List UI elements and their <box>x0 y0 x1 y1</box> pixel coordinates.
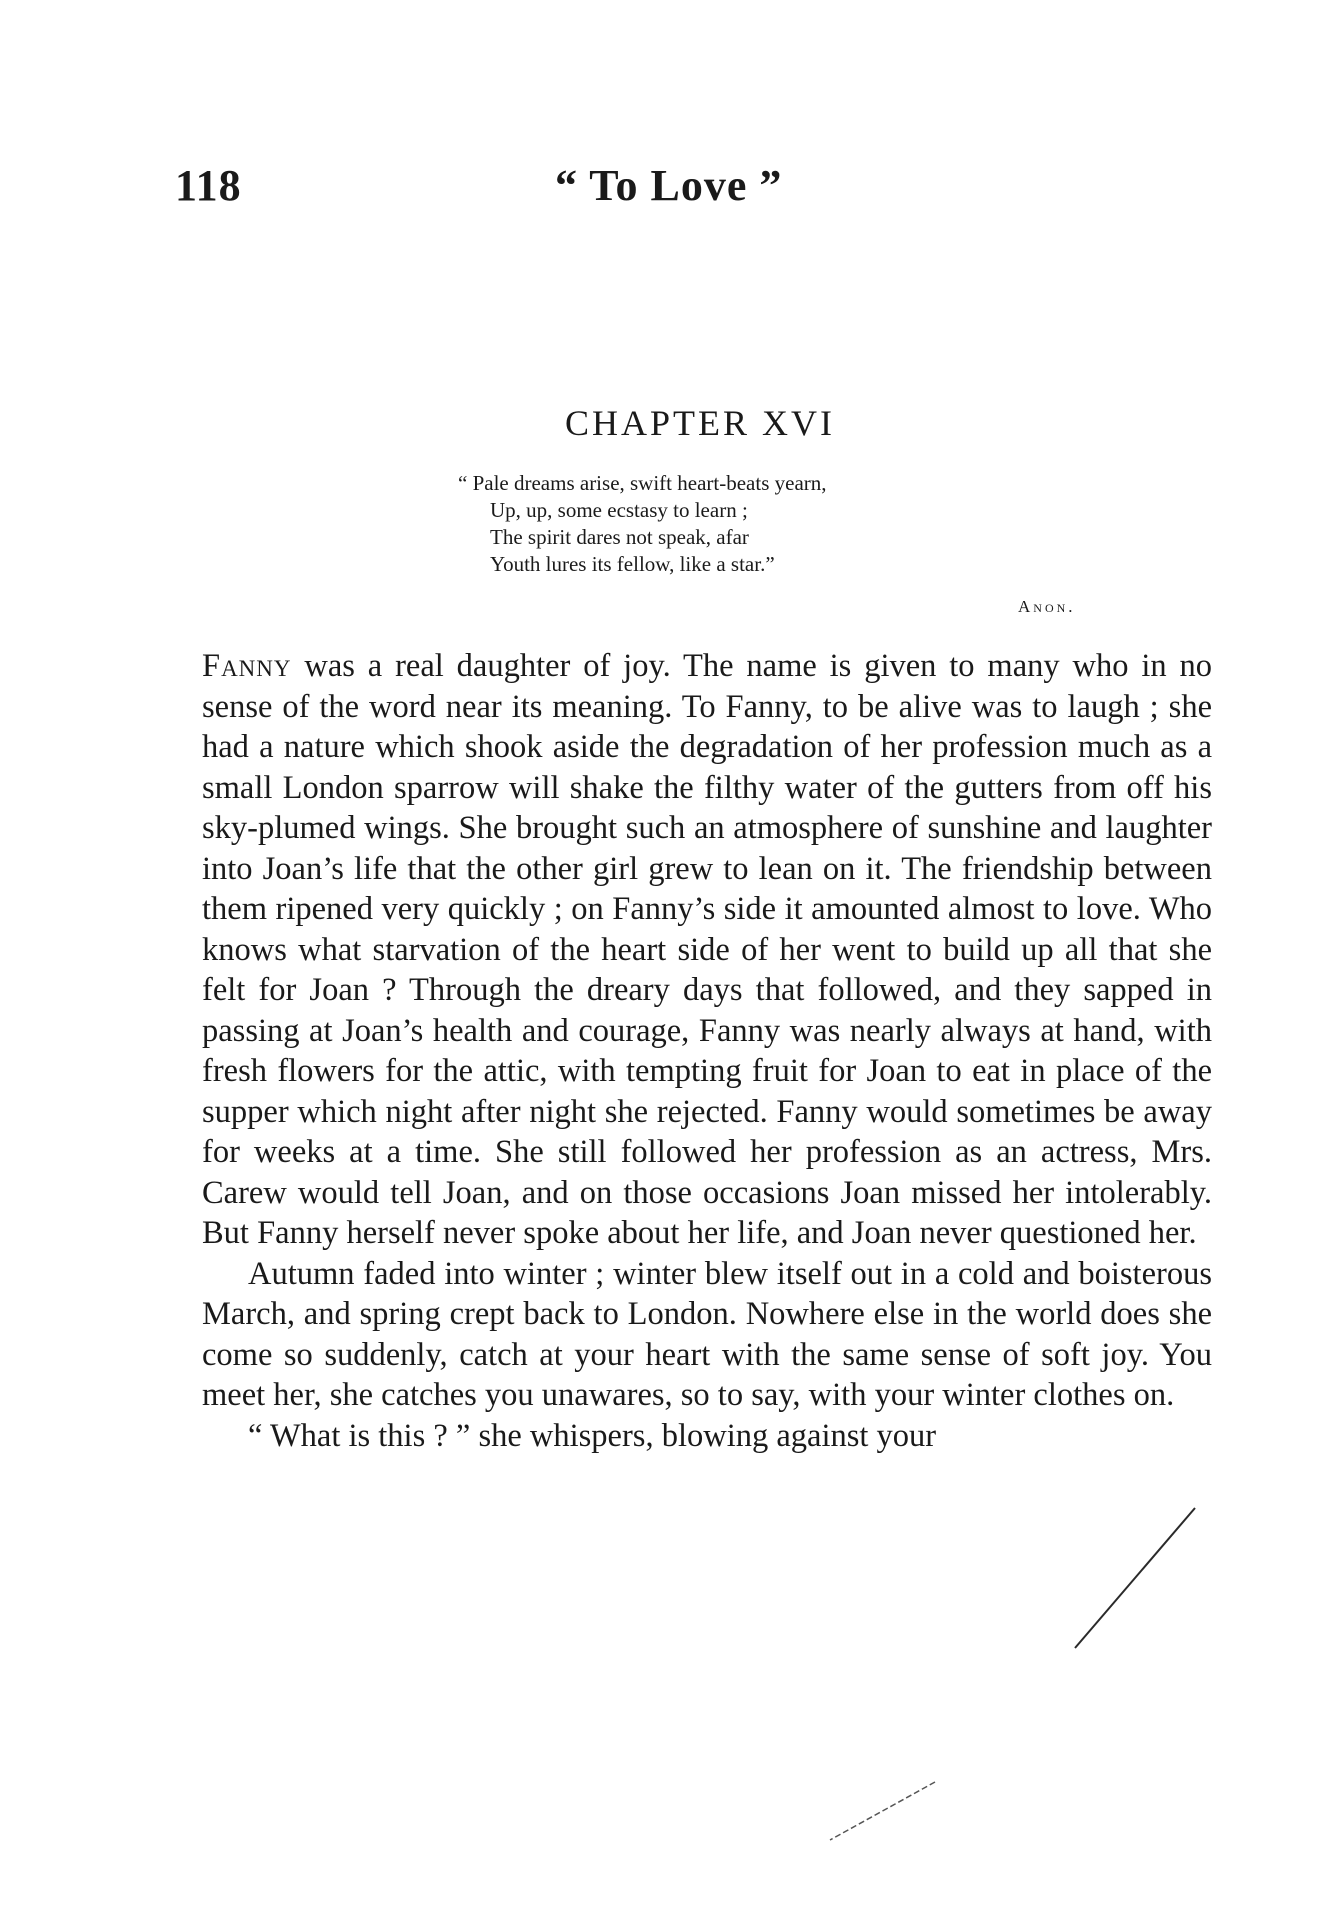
paragraph: Autumn faded into winter ; winter blew itself out in a cold and boisterous March, and spring crept back to London. Nowhere else in the world does she come so suddenly, catch at your heart with the same sense of soft joy. You meet her, she catches you unawares, so to say, with your winter clothes on. <box>202 1255 1212 1413</box>
epigraph-line: “ Pale dreams arise, swift heart-beats yearn, <box>458 471 827 495</box>
page-number: 118 <box>175 161 242 210</box>
pencil-stroke-upper <box>1075 1508 1195 1648</box>
epigraph-line: The spirit dares not speak, afar <box>490 525 749 549</box>
running-title: “ To Love ” <box>555 161 783 210</box>
paragraph-lead-word: Fanny <box>202 648 292 684</box>
epigraph-line: Up, up, some ecstasy to learn ; <box>490 498 748 522</box>
body-text <box>202 646 1212 1456</box>
epigraph-attribution: Anon. <box>1018 597 1076 616</box>
paragraph-text: was a real daughter of joy. The name is given to many who in no sense of the word near its meaning. To Fanny, to be alive was to laugh ; she had a nature which shook aside the degradation of her profession much as a small London sparrow will shake the filthy water of the gutters from off his sky-plumed wings. She brought such an atmosphere of sunshine and laughter into Joan’s life that the other girl grew to lean on it. The friendship between them ripened very quickly ; on Fanny’s side it amounted almost to love. Who knows what starvation of the heart side of her went to build up all that she felt for Joan ? Through the dreary days that followed, and they sapped in passing at Joan’s health and courage, Fanny was nearly always at hand, with fresh flowers for the attic, with tempting fruit for Joan to eat in place of the supper which night after night she rejected. Fanny would sometimes be away for weeks at a time. She still followed her profession as an actress, Mrs. Carew would tell Joan, and on those occasions Joan missed her intolerably. But Fanny herself never spoke about her life, and Joan never questioned her. <box>202 648 1212 1251</box>
paragraph: “ What is this ? ” she whispers, blowing against your <box>248 1417 937 1454</box>
running-head <box>175 160 1215 220</box>
epigraph <box>458 470 1098 578</box>
chapter-heading: CHAPTER XVI <box>564 403 835 443</box>
paragraph <box>202 646 1212 1254</box>
pencil-stroke-lower <box>830 1782 935 1840</box>
epigraph-line: Youth lures its fellow, like a star.” <box>490 552 775 576</box>
